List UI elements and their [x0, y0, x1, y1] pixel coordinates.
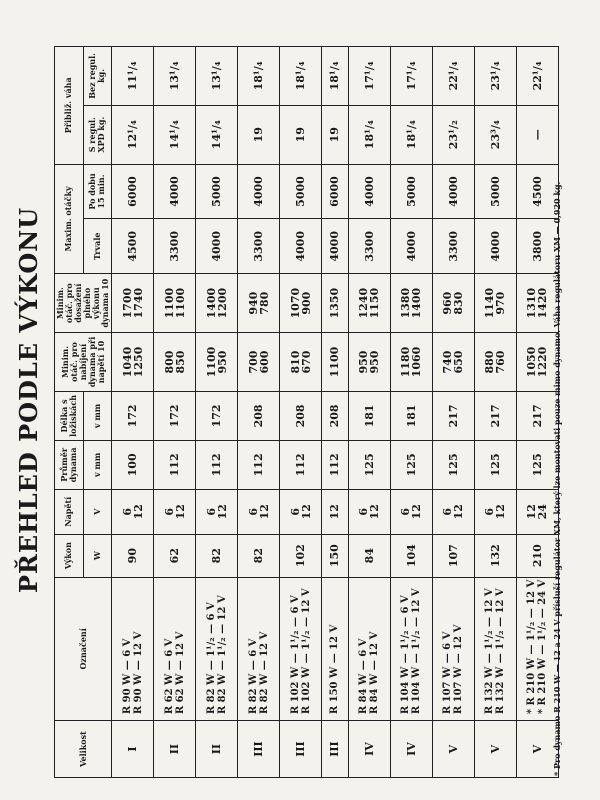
cell-weight-without: 22¹/₄	[516, 47, 558, 106]
cell-length: 208	[238, 391, 280, 440]
cell-weight-with: —	[516, 105, 558, 164]
cell-voltage-line: 12	[257, 504, 271, 520]
cell-designation	[196, 577, 238, 721]
cell-voltage-line: 6	[204, 507, 218, 516]
cell-max-cont: 3300	[238, 219, 280, 274]
cell-max-15: 4000	[432, 164, 474, 219]
cell-designation-line: R 132 W — 1¹/₂ — 12 V	[484, 588, 496, 715]
cell-rev-load	[348, 274, 390, 333]
cell-rev-load-line: 1240	[357, 287, 371, 319]
cell-voltage	[432, 489, 474, 534]
cell-designation-line: R 150 W — 12 V	[329, 624, 341, 715]
cell-voltage-line: 12	[452, 504, 466, 520]
cell-designation-line: * R 210 W — 1¹/₂ — 24 V	[537, 579, 549, 715]
table-row	[432, 47, 474, 778]
cell-power: 102	[280, 534, 322, 577]
cell-voltage-line: 6	[288, 507, 302, 516]
cell-rev-no-load-line: 760	[494, 350, 508, 374]
performance-table	[54, 46, 559, 778]
cell-diameter: 125	[516, 440, 558, 489]
header-voltage: Napětí	[55, 489, 84, 534]
header-min-rev-no-load: Minim. otáč. pro nabíjení dynama při napětí 10	[55, 333, 112, 392]
cell-diameter: 125	[348, 440, 390, 489]
cell-designation-line: R 82 W — 12 V	[258, 631, 270, 715]
cell-rev-load-line: 960	[441, 291, 455, 315]
cell-designation-line: R 107 W — 6 V	[442, 631, 454, 715]
cell-designation-line: R 102 W — 1¹/₂ — 12 V	[300, 588, 312, 715]
cell-weight-without: 23¹/₄	[474, 47, 516, 106]
header-power: Výkon	[55, 534, 84, 577]
header-max-rev-cont: Trvale	[83, 219, 112, 274]
cell-voltage-line: 12	[525, 504, 539, 520]
cell-max-15: 4000	[348, 164, 390, 219]
cell-designation	[474, 577, 516, 721]
cell-rev-load-line: 1700	[120, 287, 134, 319]
cell-power: 210	[516, 534, 558, 577]
cell-voltage-line: 6	[357, 507, 371, 516]
cell-voltage	[348, 489, 390, 534]
cell-rev-load-line: 1310	[525, 287, 539, 319]
cell-rev-load-line: 940	[246, 291, 260, 315]
cell-length: 172	[154, 391, 196, 440]
cell-max-15: 4500	[516, 164, 558, 219]
cell-rev-load	[474, 274, 516, 333]
cell-max-15: 4000	[238, 164, 280, 219]
header-voltage-unit: V	[83, 489, 112, 534]
cell-max-15: 6000	[322, 164, 349, 219]
cell-rev-load-line: 1400	[410, 287, 424, 319]
cell-designation-line: R 90 W — 6 V	[121, 638, 133, 715]
cell-designation-line: R 102 W — 1¹/₂ — 6 V	[289, 595, 301, 715]
cell-size: V	[474, 721, 516, 778]
cell-voltage-line: 12	[328, 504, 342, 520]
cell-max-15: 4000	[154, 164, 196, 219]
cell-designation	[390, 577, 432, 721]
cell-voltage-line: 24	[536, 504, 550, 520]
header-max-rev-15: Po dobu 15 min.	[83, 164, 112, 219]
header-min-rev-load: Minim. otáč. pro dosažení plného výkonu dynama 10	[55, 274, 112, 333]
cell-weight-with: 14¹/₄	[154, 105, 196, 164]
cell-weight-without: 17¹/₄	[348, 47, 390, 106]
cell-designation	[112, 577, 154, 721]
cell-max-cont: 4000	[474, 219, 516, 274]
cell-weight-with: 19	[238, 105, 280, 164]
cell-voltage	[474, 489, 516, 534]
cell-weight-without: 17¹/₄	[390, 47, 432, 106]
cell-rev-load-line: 900	[299, 291, 313, 315]
cell-designation-line: * R 210 W — 1¹/₂ — 12 V	[526, 579, 538, 715]
cell-max-cont: 3300	[432, 219, 474, 274]
cell-power: 84	[348, 534, 390, 577]
cell-rev-load-line: 1380	[399, 287, 413, 319]
cell-rev-no-load	[390, 333, 432, 392]
cell-max-15: 5000	[390, 164, 432, 219]
cell-voltage-line: 6	[483, 507, 497, 516]
cell-power: 82	[196, 534, 238, 577]
cell-weight-with: 19	[322, 105, 349, 164]
cell-rev-no-load-line: 810	[288, 350, 302, 374]
cell-max-cont: 4500	[112, 219, 154, 274]
footnote: * Pro dynamo R 210 W — 12 a 24 V přísluší regulátor XM, který lze montovati pouze mimo dynamo. Váha regulátoru XM — 0,920 kg.	[552, 181, 562, 776]
cell-rev-no-load-line: 950	[215, 350, 229, 374]
cell-power: 90	[112, 534, 154, 577]
header-max-rev: Maxim. otáčky	[55, 164, 84, 274]
cell-power: 150	[322, 534, 349, 577]
cell-rev-load-line: 1400	[204, 287, 218, 319]
table-row	[348, 47, 390, 778]
cell-rev-no-load-line: 1220	[536, 346, 550, 378]
header-diameter: Průměr dynama	[55, 440, 84, 489]
cell-weight-with: 23¹/₂	[432, 105, 474, 164]
cell-rev-load-line: 1200	[215, 287, 229, 319]
cell-diameter: 125	[474, 440, 516, 489]
cell-designation-line: R 84 W — 6 V	[358, 638, 370, 715]
cell-diameter: 112	[238, 440, 280, 489]
cell-rev-load	[390, 274, 432, 333]
cell-designation-line: R 82 W — 1¹/₂ — 12 V	[216, 595, 228, 715]
cell-diameter: 112	[322, 440, 349, 489]
cell-designation	[280, 577, 322, 721]
cell-size: III	[238, 721, 280, 778]
cell-voltage	[238, 489, 280, 534]
cell-weight-without: 22¹/₄	[432, 47, 474, 106]
table-row	[112, 47, 154, 778]
cell-rev-load	[154, 274, 196, 333]
cell-designation-line: R 82 W — 6 V	[247, 638, 259, 715]
cell-max-cont: 3300	[348, 219, 390, 274]
cell-voltage	[112, 489, 154, 534]
header-size: Velikost	[55, 721, 112, 778]
header-weight-without: Bez regul. kg.	[83, 47, 112, 106]
cell-rev-load-line: 1150	[368, 287, 382, 319]
cell-voltage-line: 12	[410, 504, 424, 520]
cell-max-15: 5000	[280, 164, 322, 219]
cell-designation	[238, 577, 280, 721]
cell-voltage	[280, 489, 322, 534]
cell-designation-line: R 82 W — 1¹/₂ — 6 V	[205, 602, 217, 715]
cell-rev-no-load-line: 1100	[204, 346, 218, 378]
cell-size: II	[154, 721, 196, 778]
cell-max-cont: 3800	[516, 219, 558, 274]
cell-designation-line: R 104 W — 1¹/₂ — 6 V	[400, 595, 412, 715]
header-power-unit: W	[83, 534, 112, 577]
cell-rev-load	[196, 274, 238, 333]
header-weight-with: S regul. XPD kg.	[83, 105, 112, 164]
cell-length: 172	[196, 391, 238, 440]
cell-diameter: 125	[432, 440, 474, 489]
header-length: Délka s ložiskách	[55, 391, 84, 440]
cell-voltage-line: 6	[399, 507, 413, 516]
cell-max-cont: 4000	[390, 219, 432, 274]
cell-diameter: 100	[112, 440, 154, 489]
cell-rev-no-load-line: 650	[452, 350, 466, 374]
cell-designation	[154, 577, 196, 721]
cell-size: I	[112, 721, 154, 778]
table-row	[390, 47, 432, 778]
cell-length: 208	[280, 391, 322, 440]
cell-designation	[322, 577, 349, 721]
cell-size: II	[196, 721, 238, 778]
cell-diameter: 112	[280, 440, 322, 489]
cell-rev-no-load	[112, 333, 154, 392]
cell-designation-line: R 84 W — 12 V	[369, 631, 381, 715]
header-length-unit: v mm	[83, 391, 112, 440]
cell-rev-no-load-line: 1040	[120, 346, 134, 378]
cell-designation-line: R 90 W — 12 V	[132, 631, 144, 715]
cell-rev-load-line: 1100	[173, 287, 187, 319]
rotated-page	[10, 10, 590, 790]
cell-length: 217	[516, 391, 558, 440]
cell-rev-no-load	[196, 333, 238, 392]
cell-rev-no-load-line: 600	[257, 350, 271, 374]
cell-size: IV	[348, 721, 390, 778]
cell-voltage-line: 12	[494, 504, 508, 520]
cell-power: 62	[154, 534, 196, 577]
cell-voltage-line: 12	[215, 504, 229, 520]
header-designation: Označení	[55, 577, 112, 721]
cell-weight-without: 18¹/₄	[238, 47, 280, 106]
cell-rev-load	[322, 274, 349, 333]
cell-rev-load-line: 1350	[328, 287, 342, 319]
cell-weight-without: 13¹/₄	[154, 47, 196, 106]
cell-rev-no-load	[474, 333, 516, 392]
cell-max-cont: 4000	[196, 219, 238, 274]
cell-voltage-line: 6	[441, 507, 455, 516]
cell-designation-line: R 107 W — 12 V	[453, 624, 465, 715]
cell-rev-no-load-line: 950	[357, 350, 371, 374]
cell-rev-no-load-line: 800	[162, 350, 176, 374]
cell-max-cont: 4000	[280, 219, 322, 274]
cell-rev-no-load-line: 1250	[131, 346, 145, 378]
cell-rev-load	[238, 274, 280, 333]
cell-weight-with: 14¹/₄	[196, 105, 238, 164]
cell-length: 172	[112, 391, 154, 440]
cell-designation-line: R 62 W — 6 V	[163, 638, 175, 715]
cell-length: 181	[348, 391, 390, 440]
cell-rev-load-line: 1740	[131, 287, 145, 319]
cell-length: 217	[432, 391, 474, 440]
cell-max-cont: 4000	[322, 219, 349, 274]
cell-rev-load-line: 1070	[288, 287, 302, 319]
cell-voltage	[390, 489, 432, 534]
cell-rev-no-load	[238, 333, 280, 392]
cell-rev-load-line: 1100	[162, 287, 176, 319]
cell-weight-without: 11¹/₄	[112, 47, 154, 106]
cell-voltage-line: 12	[368, 504, 382, 520]
cell-designation	[432, 577, 474, 721]
cell-rev-no-load-line: 1050	[525, 346, 539, 378]
cell-diameter: 112	[154, 440, 196, 489]
table-row	[154, 47, 196, 778]
cell-rev-load	[432, 274, 474, 333]
cell-length: 181	[390, 391, 432, 440]
cell-voltage-line: 12	[173, 504, 187, 520]
cell-voltage-line: 12	[299, 504, 313, 520]
cell-rev-no-load	[322, 333, 349, 392]
header-diameter-unit: v mm	[83, 440, 112, 489]
cell-rev-load-line: 780	[257, 291, 271, 315]
cell-weight-without: 18¹/₄	[280, 47, 322, 106]
cell-rev-no-load-line: 700	[246, 350, 260, 374]
cell-weight-with: 18¹/₄	[348, 105, 390, 164]
cell-length: 208	[322, 391, 349, 440]
cell-rev-no-load	[348, 333, 390, 392]
cell-designation-line: R 62 W — 12 V	[174, 631, 186, 715]
cell-weight-without: 13¹/₄	[196, 47, 238, 106]
cell-max-15: 6000	[112, 164, 154, 219]
table-row	[196, 47, 238, 778]
cell-voltage-line: 6	[162, 507, 176, 516]
cell-max-cont: 3300	[154, 219, 196, 274]
page-title: PŘEHLED PODLE VÝKONU	[14, 206, 43, 594]
cell-size: V	[432, 721, 474, 778]
cell-weight-with: 18¹/₄	[390, 105, 432, 164]
cell-weight-with: 19	[280, 105, 322, 164]
cell-voltage-line: 6	[246, 507, 260, 516]
cell-rev-load	[112, 274, 154, 333]
cell-voltage	[196, 489, 238, 534]
cell-rev-no-load	[280, 333, 322, 392]
cell-voltage	[322, 489, 349, 534]
cell-max-15: 5000	[196, 164, 238, 219]
cell-rev-load-line: 830	[452, 291, 466, 315]
cell-rev-no-load-line: 740	[441, 350, 455, 374]
cell-size: IV	[390, 721, 432, 778]
cell-power: 132	[474, 534, 516, 577]
table-row	[280, 47, 322, 778]
header-row-1	[55, 47, 84, 778]
table-body	[112, 47, 559, 778]
cell-weight-without: 18¹/₄	[322, 47, 349, 106]
cell-voltage-line: 6	[120, 507, 134, 516]
cell-voltage	[154, 489, 196, 534]
cell-rev-no-load-line: 950	[368, 350, 382, 374]
cell-power: 82	[238, 534, 280, 577]
cell-rev-no-load-line: 670	[299, 350, 313, 374]
cell-rev-no-load	[154, 333, 196, 392]
cell-size: III	[322, 721, 349, 778]
cell-weight-with: 23³/₄	[474, 105, 516, 164]
cell-voltage-line: 12	[131, 504, 145, 520]
cell-weight-with: 12¹/₄	[112, 105, 154, 164]
table-row	[322, 47, 349, 778]
cell-size: III	[280, 721, 322, 778]
cell-rev-no-load-line: 850	[173, 350, 187, 374]
table-row	[474, 47, 516, 778]
cell-rev-load	[280, 274, 322, 333]
table-row	[238, 47, 280, 778]
cell-diameter: 125	[390, 440, 432, 489]
cell-rev-load-line: 1420	[536, 287, 550, 319]
cell-max-15: 5000	[474, 164, 516, 219]
cell-length: 217	[474, 391, 516, 440]
cell-designation-line: R 104 W — 1¹/₂ — 12 V	[411, 588, 423, 715]
cell-designation	[348, 577, 390, 721]
cell-rev-no-load-line: 1100	[328, 346, 342, 378]
cell-size: V	[516, 721, 558, 778]
cell-rev-no-load	[432, 333, 474, 392]
cell-diameter: 112	[196, 440, 238, 489]
cell-rev-load-line: 1140	[483, 287, 497, 319]
cell-rev-no-load-line: 1180	[399, 346, 413, 378]
cell-power: 104	[390, 534, 432, 577]
cell-rev-load-line: 970	[494, 291, 508, 315]
cell-power: 107	[432, 534, 474, 577]
cell-rev-no-load-line: 880	[483, 350, 497, 374]
cell-designation-line: R 132 W — 1¹/₂ — 12 V	[495, 588, 507, 715]
header-weight: Přibliž. váha	[55, 47, 84, 165]
cell-rev-no-load-line: 1060	[410, 346, 424, 378]
